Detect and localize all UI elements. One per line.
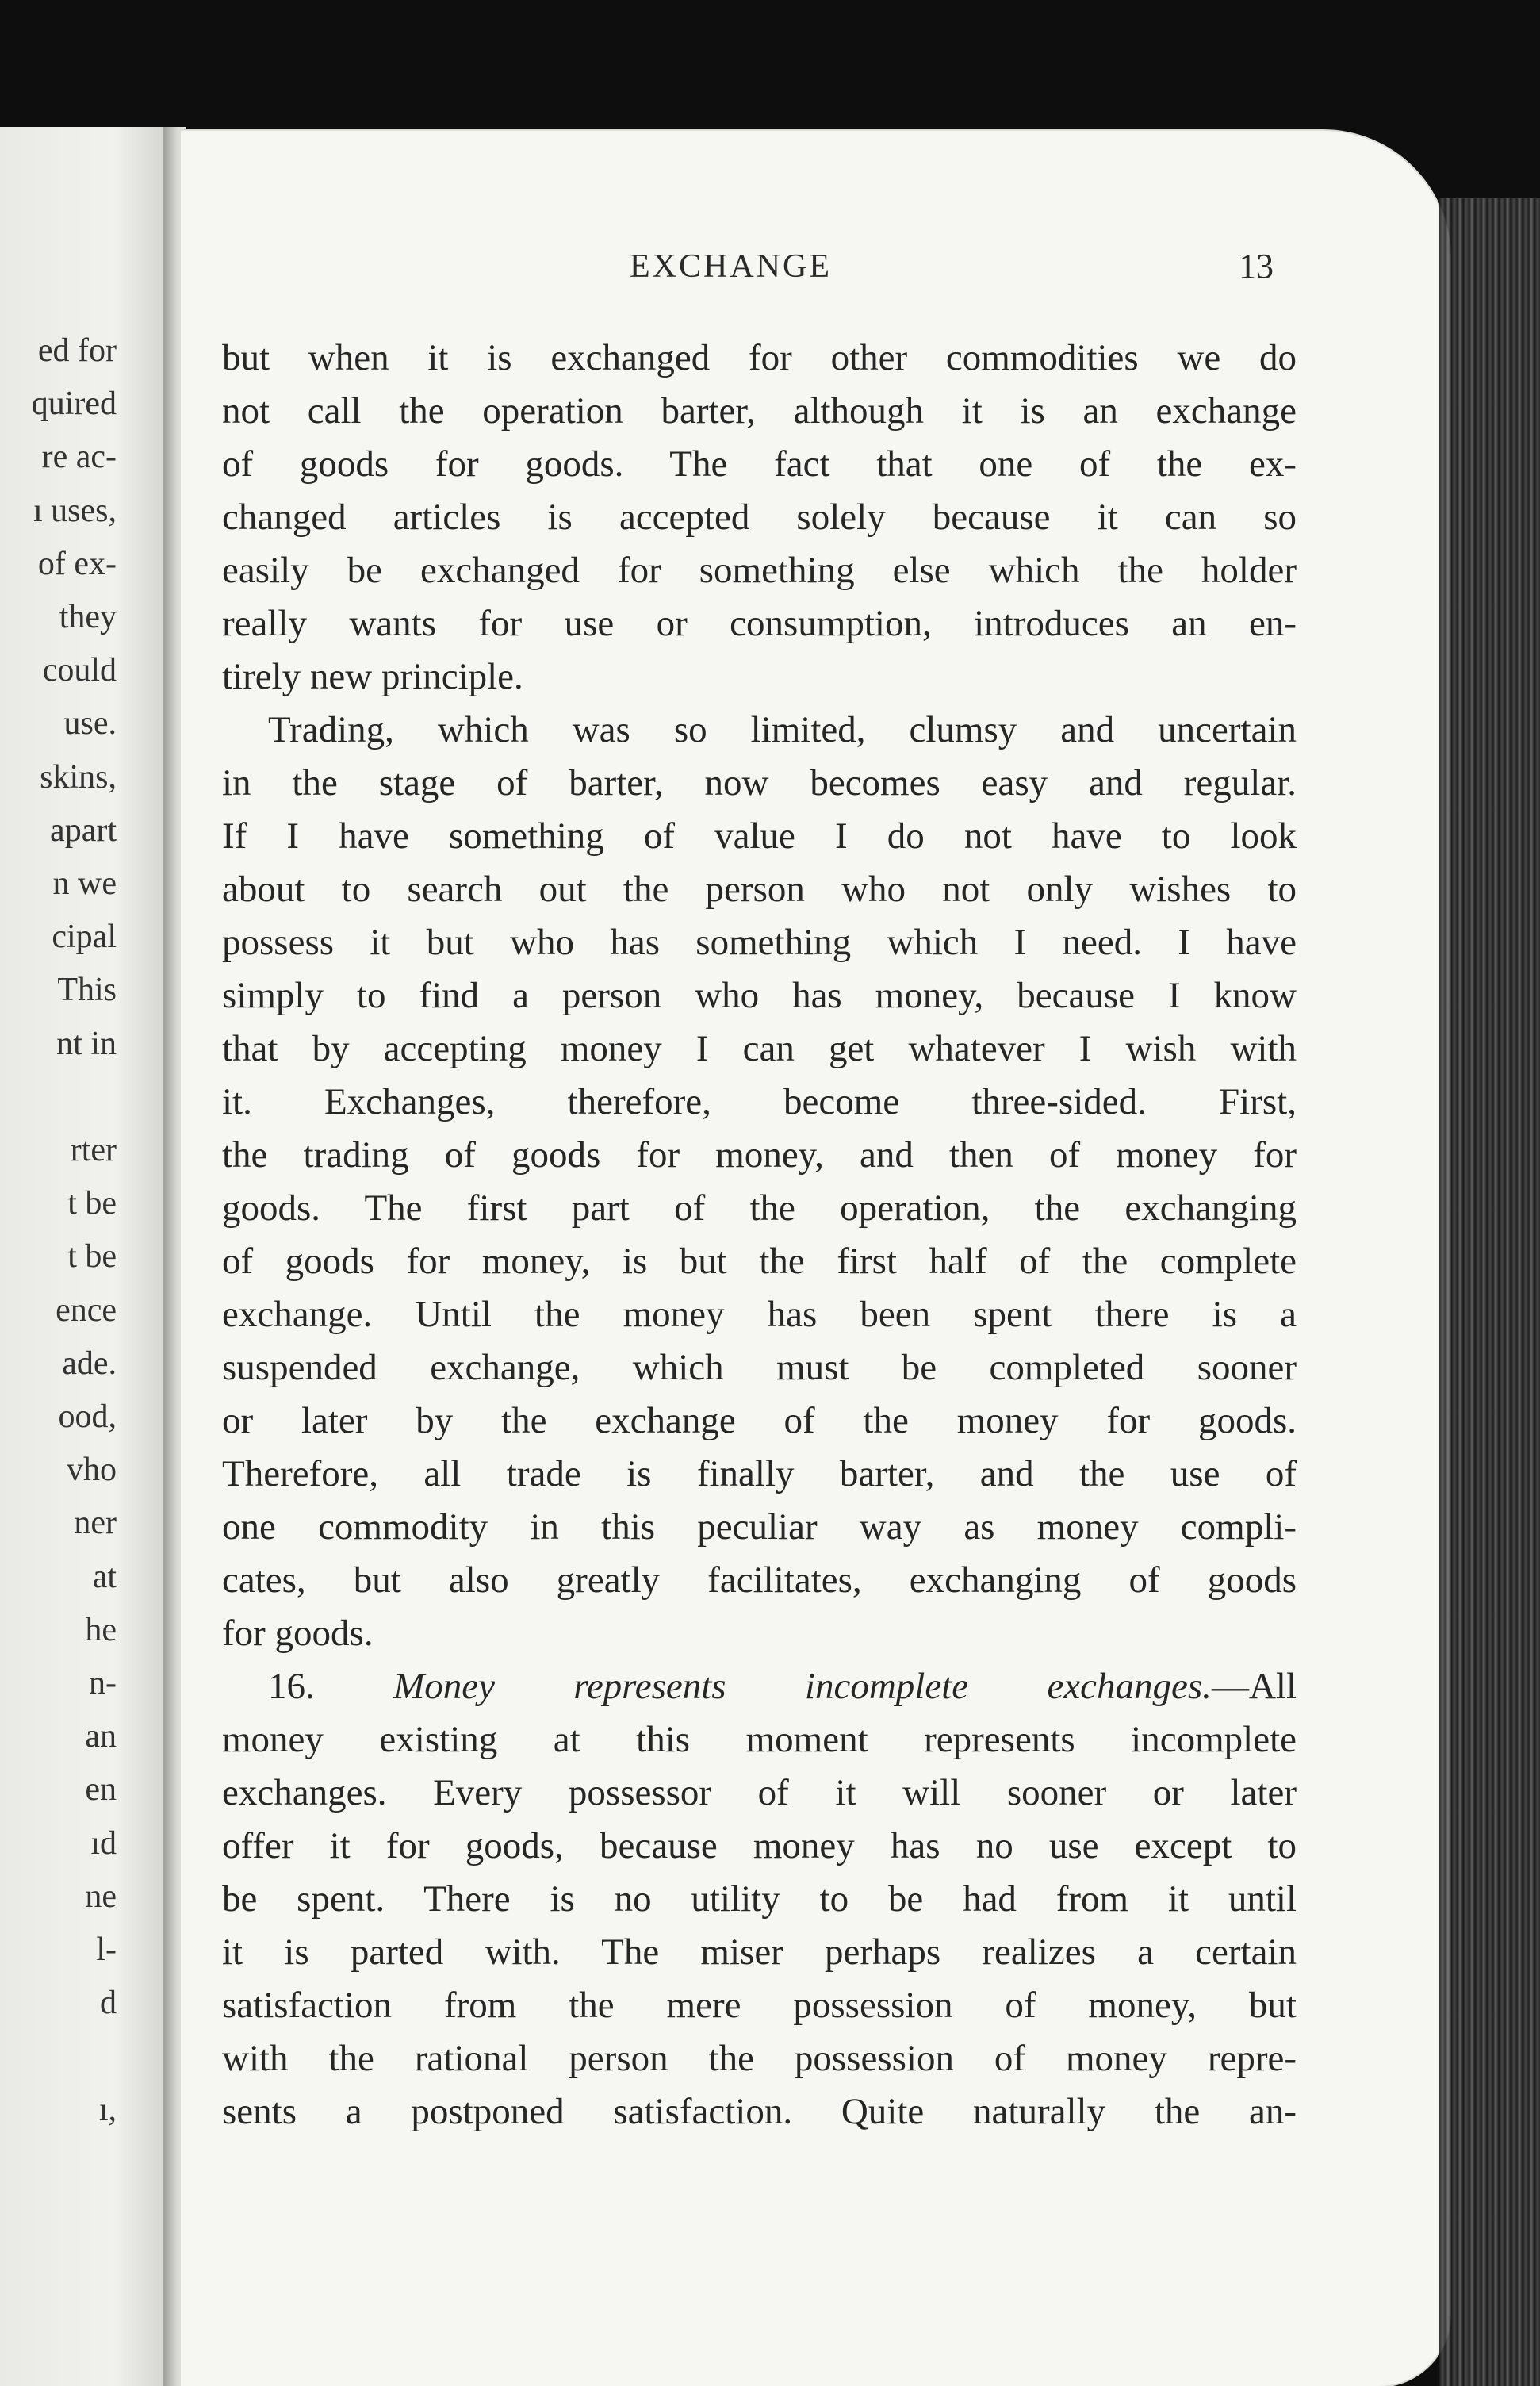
facing-page-text-fragment: ıd <box>90 1824 117 1862</box>
text-line: Therefore, all trade is finally barter, and the use of <box>222 1453 1297 1494</box>
section-title: Money represents incomplete exchanges. <box>393 1666 1212 1707</box>
text-line: not call the operation barter, although it is an exchange <box>222 390 1297 432</box>
text-line: of goods for money, is but the first half of the complete <box>222 1241 1297 1282</box>
text-line: be spent. There is no utility to be had from it until <box>222 1878 1297 1920</box>
facing-page-text-fragment: cipal <box>52 919 117 956</box>
facing-page-text-fragment: d <box>100 1985 117 2022</box>
facing-page-text-fragment: vho <box>67 1452 117 1489</box>
section-title-dash: —All <box>1211 1666 1297 1707</box>
facing-page-text-fragment: ed for <box>37 332 117 369</box>
text-line: If I have something of value I do not have to look <box>222 815 1297 857</box>
facing-page-text-fragment: n- <box>89 1665 117 1701</box>
text-line: simply to find a person who has money, because I know <box>222 975 1297 1016</box>
text-line: one commodity in this peculiar way as money compli- <box>222 1506 1297 1548</box>
paragraph <box>222 332 1297 704</box>
facing-page-text-fragment: apart <box>50 811 117 849</box>
text-line: it is parted with. The miser perhaps realizes a certain <box>222 1931 1297 1973</box>
text-line: exchanges. Every possessor of it will sooner or later <box>222 1772 1297 1813</box>
text-line: possess it but who has something which I need. I have <box>222 922 1297 963</box>
facing-page-text-fragment: an <box>85 1718 117 1755</box>
facing-page-text-fragment: ı, <box>98 2091 117 2128</box>
facing-page-text-fragment: ne <box>85 1878 117 1915</box>
section-number: 16. <box>268 1666 315 1707</box>
facing-page-text-fragment: nt in <box>56 1025 117 1062</box>
facing-page-text-fragment: ade. <box>62 1345 117 1382</box>
text-line: but when it is exchanged for other commodities we do <box>222 337 1297 378</box>
facing-page-fragment <box>0 127 163 2386</box>
facing-page-text-fragment: of ex- <box>37 545 117 582</box>
text-line: or later by the exchange of the money for goods. <box>222 1400 1297 1441</box>
running-head: EXCHANGE <box>630 248 832 285</box>
facing-page-text-fragment: l- <box>96 1931 117 1968</box>
facing-page-text-fragment: could <box>42 652 117 689</box>
facing-page-text-fragment: This <box>57 972 117 1009</box>
facing-page-text-fragment: ner <box>74 1505 117 1542</box>
facing-page-text-fragment: he <box>85 1611 117 1648</box>
text-line: satisfaction from the mere possession of money, but <box>222 1985 1297 2026</box>
text-line: in the stage of barter, now becomes easy and regular. <box>222 762 1297 804</box>
facing-page-text-fragment: ence <box>56 1291 117 1329</box>
text-line: exchange. Until the money has been spent there is a <box>222 1294 1297 1335</box>
text-line: offer it for goods, because money has no use except to <box>222 1825 1297 1866</box>
facing-page-text-fragment: n we <box>52 865 117 902</box>
text-line: Trading, which was so limited, clumsy and uncertain <box>268 709 1297 750</box>
text-line: that by accepting money I can get whatever I wish with <box>222 1028 1297 1069</box>
page-number: 13 <box>1239 247 1274 286</box>
facing-page-text-fragment: use. <box>63 705 117 742</box>
text-line: it. Exchanges, therefore, become three-sided. First, <box>222 1081 1297 1122</box>
text-line: money existing at this moment represents incomplete <box>222 1719 1297 1760</box>
paragraph <box>222 1660 1297 2139</box>
text-line: about to search out the person who not only wishes to <box>222 869 1297 910</box>
text-line: the trading of goods for money, and then of money for <box>222 1134 1297 1176</box>
facing-page-text-fragment: at <box>92 1558 117 1595</box>
facing-page-text-fragment: re ac- <box>41 439 117 476</box>
facing-page-text-fragment: ı uses, <box>33 492 117 529</box>
text-line: of goods for goods. The fact that one of the ex- <box>222 443 1297 485</box>
facing-page-text-fragment: quired <box>31 386 117 423</box>
page-edge <box>1439 198 1540 2386</box>
text-line: goods. The first part of the operation, the exchanging <box>222 1187 1297 1229</box>
text-line: really wants for use or consumption, introduces an en- <box>222 603 1297 644</box>
text-line: with the rational person the possession of money repre- <box>222 2038 1297 2079</box>
text-line: easily be exchanged for something else which the holder <box>222 550 1297 591</box>
facing-page-text-fragment: skins, <box>40 758 117 796</box>
text-line: sents a postponed satisfaction. Quite naturally the an- <box>222 2091 1297 2132</box>
facing-page-text-fragment: en <box>85 1771 117 1809</box>
text-line: changed articles is accepted solely because it can so <box>222 497 1297 538</box>
text-line: cates, but also greatly facilitates, exchanging of goods <box>222 1559 1297 1601</box>
text-line: suspended exchange, which must be completed sooner <box>222 1347 1297 1388</box>
facing-page-text-fragment: t be <box>67 1238 117 1275</box>
facing-page-text-fragment: ood, <box>58 1398 117 1435</box>
text-line: for goods. <box>222 1613 374 1654</box>
body-text <box>222 332 1297 2139</box>
paragraph <box>222 704 1297 1660</box>
text-line: tirely new principle. <box>222 656 523 697</box>
facing-page-text-fragment: rter <box>70 1132 117 1168</box>
facing-page-text-fragment: they <box>59 599 117 635</box>
facing-page-text-fragment: t be <box>67 1185 117 1222</box>
section-heading-line <box>222 1660 1297 1713</box>
